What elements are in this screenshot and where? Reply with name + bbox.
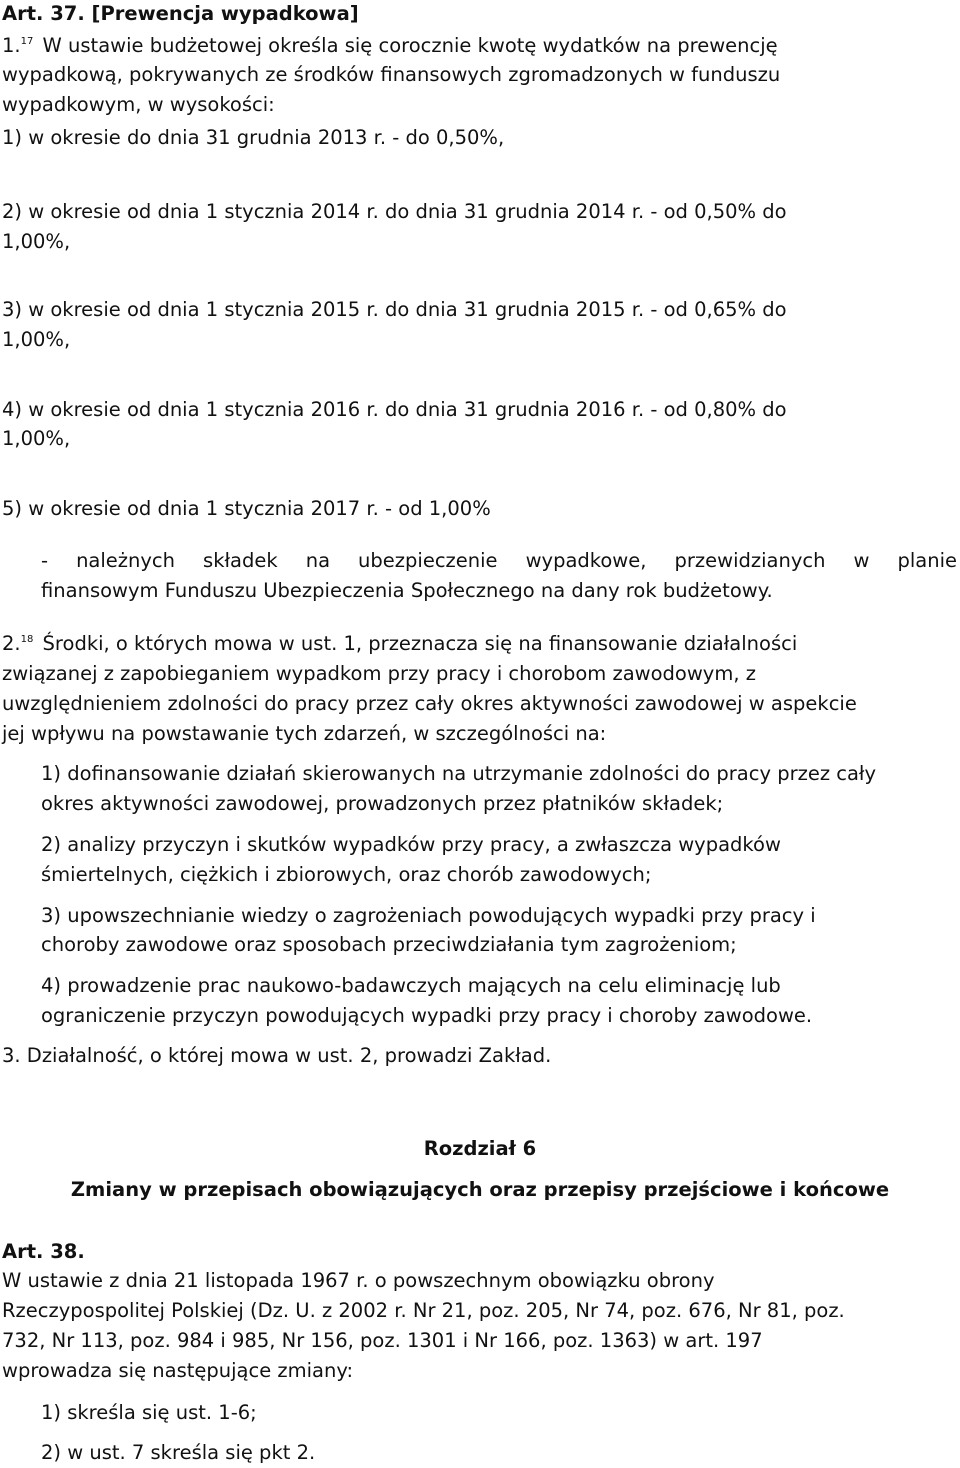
paragraph-text: W ustawie budżetowej określa się corocznie kwotę wydatków na prewencję bbox=[42, 34, 778, 57]
paragraph-tail-line: - należnych składek na ubezpieczenie wypadkowe, przewidzianych w planie bbox=[41, 549, 957, 572]
paragraph-line: związanej z zapobieganiem wypadkom przy pracy i chorobom zawodowym, z bbox=[2, 662, 756, 685]
paragraph-3: 3. Działalność, o której mowa w ust. 2, prowadzi Zakład. bbox=[2, 1044, 552, 1067]
paragraph-tail-line: finansowym Funduszu Ubezpieczenia Społecznego na dany rok budżetowy. bbox=[41, 579, 773, 602]
list-item: 2) analizy przyczyn i skutków wypadków przy pracy, a zwłaszcza wypadków bbox=[41, 833, 781, 856]
paragraph-line: W ustawie z dnia 21 listopada 1967 r. o powszechnym obowiązku obrony bbox=[2, 1269, 715, 1292]
paragraph-line: 732, Nr 113, poz. 984 i 985, Nr 156, poz. 1301 i Nr 166, poz. 1363) w art. 197 bbox=[2, 1329, 763, 1352]
footnote-marker: 17 bbox=[20, 36, 34, 47]
list-item-continuation: 1,00%, bbox=[2, 230, 71, 253]
list-item: 4) prowadzenie prac naukowo-badawczych mających na celu eliminację lub bbox=[41, 974, 781, 997]
paragraph-line: Rzeczypospolitej Polskiej (Dz. U. z 2002 r. Nr 21, poz. 205, Nr 74, poz. 676, Nr 81, poz. bbox=[2, 1299, 845, 1322]
paragraph-line: wprowadza się następujące zmiany: bbox=[2, 1359, 354, 1382]
list-item: 1) w okresie do dnia 31 grudnia 2013 r. - do 0,50%, bbox=[2, 126, 505, 149]
list-item-continuation: 1,00%, bbox=[2, 427, 71, 450]
paragraph-number: 2. bbox=[2, 632, 21, 655]
list-item-continuation: śmiertelnych, ciężkich i zbiorowych, oraz chorób zawodowych; bbox=[41, 863, 652, 886]
list-item: 5) w okresie od dnia 1 stycznia 2017 r. - od 1,00% bbox=[2, 497, 491, 520]
list-item-continuation: choroby zawodowe oraz sposobach przeciwdziałania tym zagrożeniom; bbox=[41, 933, 737, 956]
chapter-number: Rozdział 6 bbox=[423, 1137, 537, 1160]
paragraph-line: wypadkową, pokrywanych ze środków finansowych zgromadzonych w funduszu bbox=[2, 63, 781, 86]
list-item: 1) dofinansowanie działań skierowanych na utrzymanie zdolności do pracy przez cały bbox=[41, 762, 877, 785]
list-item: 2) w okresie od dnia 1 stycznia 2014 r. do dnia 31 grudnia 2014 r. - od 0,50% do bbox=[2, 200, 787, 223]
chapter-title: Zmiany w przepisach obowiązujących oraz przepisy przejściowe i końcowe bbox=[70, 1178, 890, 1201]
article-heading: Art. 37. [Prewencja wypadkowa] bbox=[2, 2, 359, 25]
paragraph-1-line bbox=[2, 34, 778, 58]
paragraph-line: uwzględnieniem zdolności do pracy przez cały okres aktywności zawodowej w aspekcie bbox=[2, 692, 857, 715]
list-item: 3) w okresie od dnia 1 stycznia 2015 r. do dnia 31 grudnia 2015 r. - od 0,65% do bbox=[2, 298, 787, 321]
footnote-marker: 18 bbox=[20, 634, 34, 645]
list-item-continuation: 1,00%, bbox=[2, 328, 71, 351]
list-item: 3) upowszechnianie wiedzy o zagrożeniach powodujących wypadki przy pracy i bbox=[41, 904, 816, 927]
list-item-continuation: okres aktywności zawodowej, prowadzonych przez płatników składek; bbox=[41, 792, 724, 815]
article-heading: Art. 38. bbox=[2, 1240, 85, 1263]
list-item-continuation: ograniczenie przyczyn powodujących wypadki przy pracy i choroby zawodowe. bbox=[41, 1004, 813, 1027]
paragraph-line: jej wpływu na powstawanie tych zdarzeń, w szczególności na: bbox=[2, 722, 607, 745]
paragraph-number: 1. bbox=[2, 34, 21, 57]
paragraph-text: Środki, o których mowa w ust. 1, przeznacza się na finansowanie działalności bbox=[42, 632, 798, 655]
list-item: 1) skreśla się ust. 1-6; bbox=[41, 1401, 257, 1424]
paragraph-line: wypadkowym, w wysokości: bbox=[2, 93, 275, 116]
list-item: 2) w ust. 7 skreśla się pkt 2. bbox=[41, 1441, 316, 1464]
paragraph-2-line bbox=[2, 632, 797, 656]
list-item: 4) w okresie od dnia 1 stycznia 2016 r. do dnia 31 grudnia 2016 r. - od 0,80% do bbox=[2, 398, 787, 421]
